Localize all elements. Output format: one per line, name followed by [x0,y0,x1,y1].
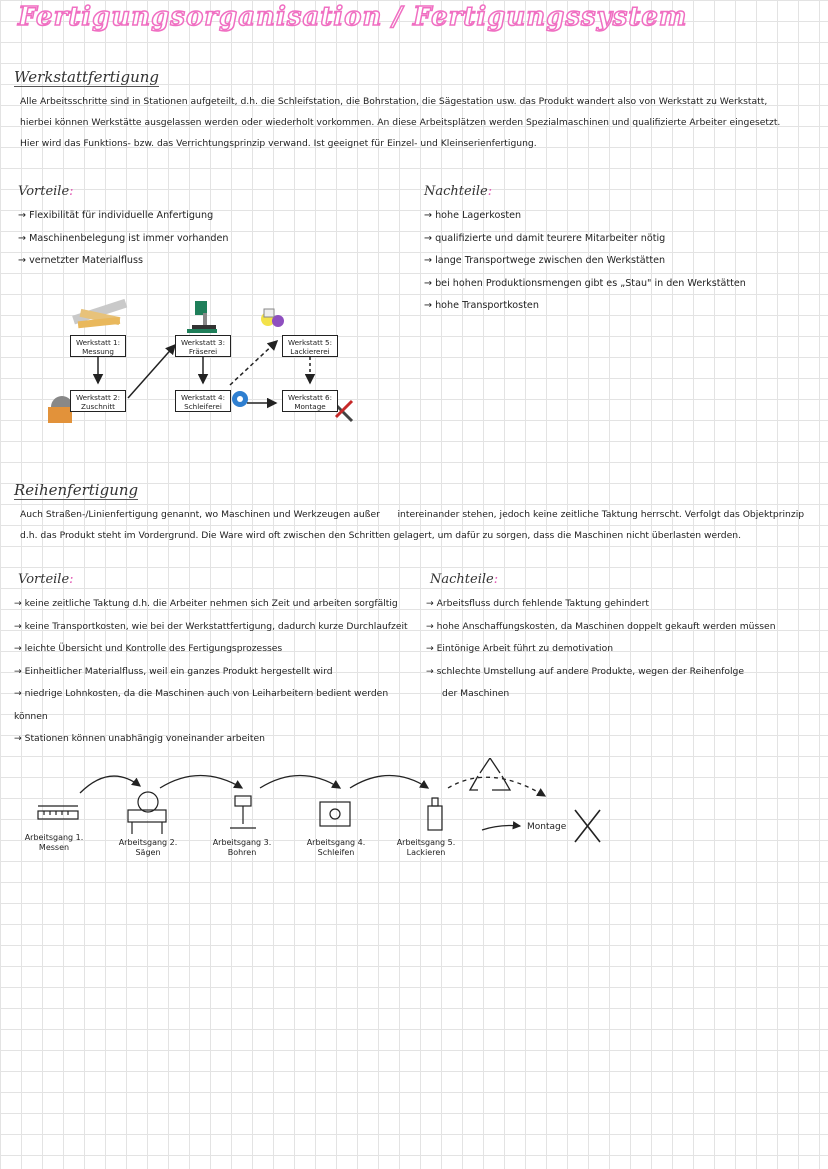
flow-arrow [160,776,242,789]
werkstatt-box-6: Werkstatt 6: Montage [282,390,338,412]
list-item: → Einheitlicher Materialfluss, weil ein ganzes Produkt hergestellt wird [14,661,424,684]
list-item: → Maschinenbelegung ist immer vorhanden [18,228,398,251]
list-item: → leichte Übersicht und Kontrolle des Fertigungsprozesses [14,638,424,661]
para-line: Alle Arbeitsschritte sind in Stationen aufgeteilt, d.h. die Schleifstation, die Bohrstation, die Sägestation usw. das Produkt wandert also von Werkstatt zu Werkstatt, [20,96,768,107]
reihe-nachteile-list [426,593,826,706]
montage-label: Montage [527,822,567,832]
flow-arrow [128,345,175,398]
list-item: → hohe Anschaffungskosten, da Maschinen doppelt gekauft werden müssen [426,616,826,639]
section-heading-reihe: Reihenfertigung [14,481,139,499]
reihe-step-5: Arbeitsgang 5. Lackieren [396,838,456,857]
section-heading-werkstatt: Werkstattfertigung [14,68,160,86]
para-line: hierbei können Werkstätte ausgelassen werden oder wiederholt vorkommen. An diese Arbeitsplätzen werden Spezialmaschinen und qualifizierte Arbeiter eingesetzt. [20,117,781,128]
list-item: der Maschinen [442,688,510,699]
wood-planks-icon [72,299,127,328]
list-item: → lange Transportwege zwischen den Werkstätten [424,250,824,273]
flow-arrow [350,776,428,789]
reihe-step-2: Arbeitsgang 2. Sägen [118,838,178,857]
werkstatt-vorteile-label: Vorteile: [18,184,74,199]
list-item: → qualifizierte und damit teurere Mitarbeiter nötig [424,228,824,251]
werkstatt-box-3: Werkstatt 3: Fräserei [175,335,231,357]
werkstatt-box-1: Werkstatt 1: Messung [70,335,126,357]
grinder-machine-icon [320,802,350,826]
flow-arrow [80,776,140,793]
para-line: Auch Straßen-/Linienfertigung genannt, wo Maschinen und Werkzeugen außer intereinander stehen, jedoch keine zeitliche Taktung herrscht. Verfolgt das Objektprinzip [20,509,805,520]
flow-arrow-dashed [448,777,545,796]
reihe-step-4: Arbeitsgang 4. Schleifen [306,838,366,857]
paint-icon [261,309,284,327]
werkstatt-paragraph [20,91,820,154]
werkstatt-box-5: Werkstatt 5: Lackiererei [282,335,338,357]
spray-can-icon [428,798,442,830]
list-item: → Flexibilität für individuelle Anfertigung [18,205,398,228]
list-item: → hohe Transportkosten [424,295,824,318]
werkstatt-vorteile-list [18,205,398,273]
grinder-icon [232,391,248,407]
tools-icon [575,810,600,842]
list-item: → bei hohen Produktionsmengen gibt es „Stau" in den Werkstätten [424,273,824,296]
reihe-step-3: Arbeitsgang 3. Bohren [212,838,272,857]
para-line: Hier wird das Funktions- bzw. das Verrichtungsprinzip verwand. Ist geeignet für Einzel- und Kleinserienfertigung. [20,138,537,149]
werkstatt-nachteile-label: Nachteile: [424,184,493,199]
werkstatt-box-2: Werkstatt 2: Zuschnitt [70,390,126,412]
list-item: → keine Transportkosten, wie bei der Werkstattfertigung, dadurch kurze Durchlaufzeit [14,616,424,639]
werkstatt-diagram [40,295,370,435]
list-item: → niedrige Lohnkosten, da die Maschinen auch von Leiharbeitern bedient werden können [14,683,424,728]
flow-arrow [482,826,520,831]
reihe-vorteile-list [14,593,424,751]
flow-arrow [260,776,340,789]
werkstatt-nachteile-list [424,205,824,318]
page-title: Fertigungsorganisation / Fertigungssystem [18,2,688,32]
flow-arrow-dashed [230,341,277,385]
reihe-paragraph [20,504,820,546]
reihe-vorteile-label: Vorteile: [18,572,74,587]
list-item: → hohe Lagerkosten [424,205,824,228]
werkstatt-box-4: Werkstatt 4: Schleiferei [175,390,231,412]
list-item: → vernetzter Materialfluss [18,250,398,273]
ruler-icon [38,806,78,819]
list-item: → Stationen können unabhängig voneinander arbeiten [14,728,424,751]
list-item: → Arbeitsfluss durch fehlende Taktung gehindert [426,593,826,616]
saw-machine-icon [128,792,166,834]
list-item: → schlechte Umstellung auf andere Produkte, wegen der Reihenfolge [426,661,826,684]
milling-machine-icon [187,301,217,333]
reihe-nachteile-label: Nachteile: [430,572,499,587]
para-line: d.h. das Produkt steht im Vordergrund. Die Ware wird oft zwischen den Schritten gelagert, um dafür zu sorgen, dass die Maschinen nicht überlasten werden. [20,530,741,541]
drill-icon [230,796,256,828]
list-item: → Eintönige Arbeit führt zu demotivation [426,638,826,661]
recycle-icon [470,758,510,790]
reihe-step-1: Arbeitsgang 1. Messen [24,833,84,852]
list-item: → keine zeitliche Taktung d.h. die Arbeiter nehmen sich Zeit und arbeiten sorgfältig [14,593,424,616]
